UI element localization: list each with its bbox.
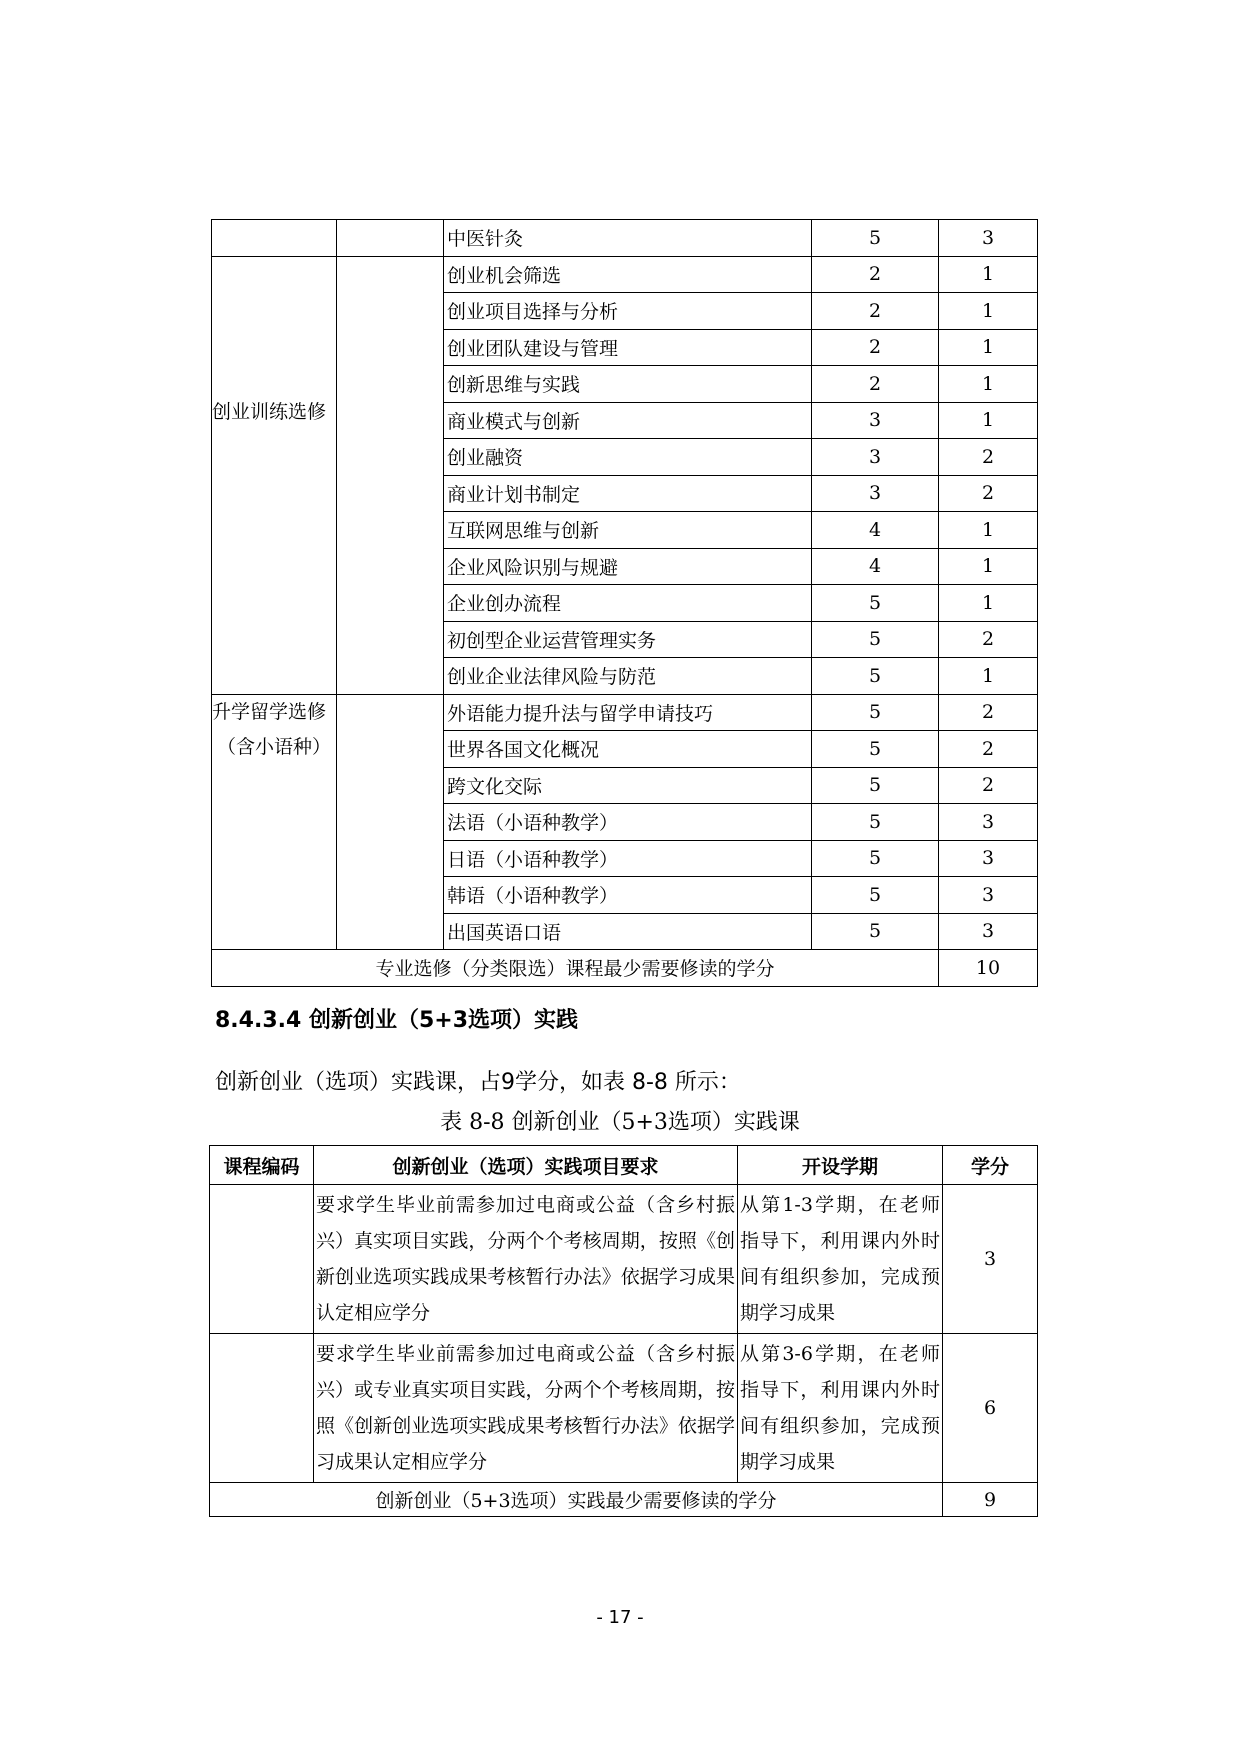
- group-name-cell: [212, 694, 337, 950]
- course-name: 创新思维与实践: [444, 366, 812, 403]
- course-name: 日语（小语种教学）: [444, 840, 812, 877]
- course-semester: 4: [812, 548, 939, 585]
- table-row: [210, 1334, 1038, 1483]
- course-semester: 5: [812, 585, 939, 622]
- table-caption: 表 8-8 创新创业（5+3选项）实践课: [440, 1110, 800, 1135]
- course-credit: 2: [939, 475, 1038, 512]
- course-semester: 5: [812, 804, 939, 841]
- course-semester: 5: [812, 767, 939, 804]
- header-credit: 学分: [943, 1146, 1038, 1185]
- total-value: 10: [939, 950, 1038, 987]
- course-credit: 1: [939, 402, 1038, 439]
- course-name: 外语能力提升法与留学申请技巧: [444, 694, 812, 731]
- course-name: 跨文化交际: [444, 767, 812, 804]
- course-semester: 5: [812, 658, 939, 695]
- course-semester: 5: [812, 694, 939, 731]
- course-name: 世界各国文化概况: [444, 731, 812, 768]
- course-credit: 2: [939, 694, 1038, 731]
- group-cell: [212, 220, 337, 257]
- course-credit: 3: [939, 804, 1038, 841]
- course-credit: 3: [939, 877, 1038, 914]
- page-number: - 17 -: [596, 1607, 644, 1628]
- course-credit: 1: [939, 512, 1038, 549]
- course-credit: 1: [939, 366, 1038, 403]
- course-code: [210, 1185, 314, 1334]
- table-total-row: [210, 1483, 1038, 1517]
- course-semester: 2: [812, 366, 939, 403]
- course-name: 出国英语口语: [444, 913, 812, 950]
- table-header-row: [210, 1146, 1038, 1185]
- course-name: 创业机会筛选: [444, 256, 812, 293]
- course-name: 中医针灸: [444, 220, 812, 257]
- requirement-text: 要求学生毕业前需参加过电商或公益（含乡村振兴）真实项目实践，分两个个考核周期，按照《创新创业选项实践成果考核暂行办法》依据学习成果认定相应学分: [314, 1185, 738, 1334]
- term-text: 从第1-3学期，在老师指导下，利用课内外时间有组织参加，完成预期学习成果: [738, 1185, 943, 1334]
- course-credit: 1: [939, 548, 1038, 585]
- table-row: [212, 220, 1038, 257]
- course-name: 商业计划书制定: [444, 475, 812, 512]
- course-credit: 2: [939, 621, 1038, 658]
- course-credit: 1: [939, 585, 1038, 622]
- total-label: 创新创业（5+3选项）实践最少需要修读的学分: [210, 1483, 943, 1517]
- course-semester: 5: [812, 877, 939, 914]
- section-heading: 8.4.3.4 创新创业（5+3选项）实践: [215, 1008, 579, 1033]
- course-credit: 3: [939, 840, 1038, 877]
- practice-course-table: [209, 1145, 1038, 1517]
- course-name: 创业项目选择与分析: [444, 293, 812, 330]
- credit-value: 3: [943, 1185, 1038, 1334]
- course-credit: 2: [939, 731, 1038, 768]
- course-semester: 2: [812, 329, 939, 366]
- header-requirement: 创新创业（选项）实践项目要求: [314, 1146, 738, 1185]
- course-semester: 5: [812, 731, 939, 768]
- header-course-code: 课程编码: [210, 1146, 314, 1185]
- course-semester: 3: [812, 439, 939, 476]
- intro-paragraph: 创新创业（选项）实践课，占9学分，如表 8-8 所示：: [215, 1070, 741, 1095]
- course-name: 韩语（小语种教学）: [444, 877, 812, 914]
- course-name: 初创型企业运营管理实务: [444, 621, 812, 658]
- empty-cell: [337, 694, 444, 950]
- course-credit: 3: [939, 913, 1038, 950]
- table-total-row: [212, 950, 1038, 987]
- course-semester: 3: [812, 475, 939, 512]
- course-name: 企业创办流程: [444, 585, 812, 622]
- elective-course-table: [211, 219, 1038, 987]
- course-credit: 1: [939, 329, 1038, 366]
- course-name: 法语（小语种教学）: [444, 804, 812, 841]
- course-semester: 2: [812, 256, 939, 293]
- table-row: [212, 694, 1038, 731]
- course-name: 创业企业法律风险与防范: [444, 658, 812, 695]
- course-code: [210, 1334, 314, 1483]
- course-credit: 1: [939, 256, 1038, 293]
- credit-value: 6: [943, 1334, 1038, 1483]
- course-name: 创业团队建设与管理: [444, 329, 812, 366]
- course-credit: 3: [939, 220, 1038, 257]
- course-semester: 5: [812, 840, 939, 877]
- course-semester: 4: [812, 512, 939, 549]
- empty-cell: [337, 256, 444, 694]
- empty-cell: [337, 220, 444, 257]
- course-semester: 5: [812, 913, 939, 950]
- course-name: 企业风险识别与规避: [444, 548, 812, 585]
- course-name: 商业模式与创新: [444, 402, 812, 439]
- course-semester: 3: [812, 402, 939, 439]
- term-text: 从第3-6学期，在老师指导下，利用课内外时间有组织参加，完成预期学习成果: [738, 1334, 943, 1483]
- header-term: 开设学期: [738, 1146, 943, 1185]
- course-credit: 2: [939, 767, 1038, 804]
- group-name-sub: （含小语种）: [216, 735, 331, 758]
- group-name-cell: [212, 256, 337, 694]
- course-semester: 2: [812, 293, 939, 330]
- course-credit: 1: [939, 658, 1038, 695]
- table-row: [212, 256, 1038, 293]
- course-name: 互联网思维与创新: [444, 512, 812, 549]
- group-name: 创业训练选修: [212, 400, 327, 423]
- requirement-text: 要求学生毕业前需参加过电商或公益（含乡村振兴）或专业真实项目实践，分两个个考核周期，按照《创新创业选项实践成果考核暂行办法》依据学习成果认定相应学分: [314, 1334, 738, 1483]
- course-credit: 2: [939, 439, 1038, 476]
- total-label: 专业选修（分类限选）课程最少需要修读的学分: [212, 950, 939, 987]
- course-name: 创业融资: [444, 439, 812, 476]
- table-row: [210, 1185, 1038, 1334]
- course-credit: 1: [939, 293, 1038, 330]
- course-semester: 5: [812, 621, 939, 658]
- total-value: 9: [943, 1483, 1038, 1517]
- course-semester: 5: [812, 220, 939, 257]
- group-name: 升学留学选修: [212, 700, 327, 723]
